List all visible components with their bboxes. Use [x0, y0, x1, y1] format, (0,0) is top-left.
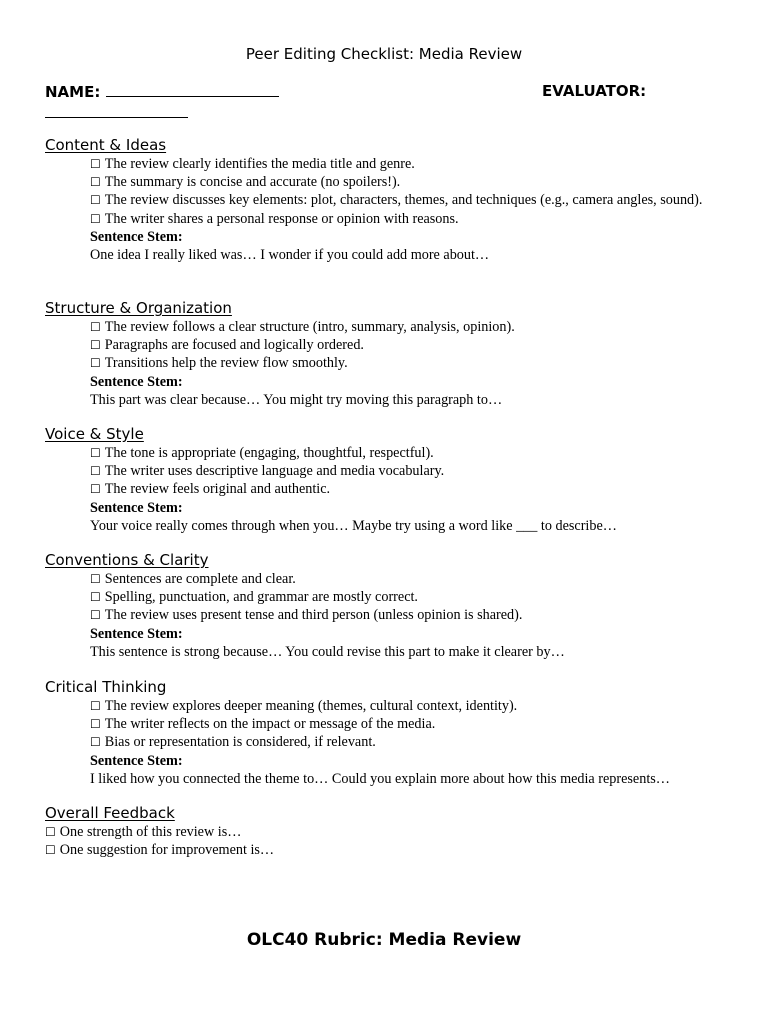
checklist-item [90, 588, 735, 606]
checkbox-icon: ☐ [90, 699, 101, 713]
checklist [45, 570, 735, 625]
checklist-item [90, 462, 735, 480]
sentence-stem-text: This sentence is strong because… You could revise this part to make it clearer by… [90, 643, 565, 660]
sentence-stem-text: One idea I really liked was… I wonder if you could add more about… [90, 247, 490, 264]
name-field [45, 82, 279, 101]
checklist-item-text: The tone is appropriate (engaging, thoughtful, respectful). [104, 445, 434, 461]
checklist-item-text: The review clearly identifies the media title and genre. [104, 156, 415, 172]
checklist-item-text: The review explores deeper meaning (themes, cultural context, identity). [104, 698, 518, 714]
checklist-item [90, 570, 735, 588]
section-conventions-clarity [45, 551, 735, 661]
checklist-item [90, 210, 735, 228]
page-title: Peer Editing Checklist: Media Review [245, 45, 523, 63]
checkbox-icon: ☐ [90, 717, 101, 732]
checklist [45, 697, 735, 752]
checklist-item-text: Spelling, punctuation, and grammar are mostly correct. [104, 589, 418, 606]
checklist [45, 155, 735, 228]
checkbox-icon: ☐ [90, 211, 101, 226]
checkbox-icon: ☐ [90, 572, 101, 586]
name-blank-line [106, 82, 279, 97]
sentence-stem-label: Sentence Stem: [90, 752, 183, 769]
checklist-item [90, 318, 735, 336]
section-heading: Content & Ideas [45, 136, 167, 154]
checklist-item [90, 354, 735, 372]
checklist-item [90, 191, 735, 209]
checkbox-icon: ☐ [90, 446, 101, 460]
checkbox-icon: ☐ [45, 825, 56, 839]
checklist-item-text: The writer uses descriptive language and media vocabulary. [104, 463, 445, 480]
checklist-item-text: The writer reflects on the impact or message of the media. [104, 716, 436, 733]
sentence-stem-text: Your voice really comes through when you… Maybe try using a word like ___ to describe… [90, 517, 617, 534]
section-structure-organization [45, 299, 735, 409]
checklist-item [90, 715, 735, 733]
checklist-item [90, 697, 735, 715]
checklist-item [90, 480, 735, 498]
checklist-item-text: Paragraphs are focused and logically ordered. [104, 337, 364, 354]
checklist-item-text: The review feels original and authentic. [104, 481, 331, 498]
checklist [45, 318, 735, 373]
checklist-item-text: The writer shares a personal response or opinion with reasons. [104, 210, 459, 227]
feedback-checklist [45, 823, 735, 859]
checkbox-icon: ☐ [90, 175, 101, 190]
checklist-item-text: The review follows a clear structure (intro, summary, analysis, opinion). [104, 319, 515, 335]
sentence-stem-label: Sentence Stem: [90, 499, 183, 516]
sentence-stem-label: Sentence Stem: [90, 373, 183, 390]
checklist-item [90, 606, 735, 624]
evaluator-label: EVALUATOR: [542, 82, 647, 100]
evaluator-blank-line [45, 103, 188, 118]
checklist-item [90, 733, 735, 751]
checkbox-icon: ☐ [90, 590, 101, 605]
section-heading: Critical Thinking [45, 678, 167, 696]
checkbox-icon: ☐ [90, 338, 101, 353]
checklist-item-text: The review uses present tense and third person (unless opinion is shared). [104, 607, 523, 624]
checkbox-icon: ☐ [90, 482, 101, 497]
checklist-item [90, 444, 735, 462]
section-critical-thinking [45, 678, 735, 788]
section-content-ideas [45, 136, 735, 264]
rubric-title: OLC40 Rubric: Media Review [246, 930, 522, 950]
section-heading: Overall Feedback [45, 804, 175, 822]
checkbox-icon: ☐ [90, 157, 101, 171]
feedback-item-text: One suggestion for improvement is… [59, 842, 275, 859]
checklist [45, 444, 735, 499]
checkbox-icon: ☐ [90, 735, 101, 750]
checkbox-icon: ☐ [90, 356, 101, 371]
checkbox-icon: ☐ [45, 843, 56, 858]
checkbox-icon: ☐ [90, 320, 101, 334]
checklist-item [90, 336, 735, 354]
checklist-item [90, 155, 735, 173]
section-heading: Voice & Style [45, 425, 144, 443]
checklist-item-text: Bias or representation is considered, if relevant. [104, 734, 376, 751]
section-voice-style [45, 425, 735, 535]
sentence-stem-text: This part was clear because… You might try moving this paragraph to… [90, 391, 503, 408]
section-heading: Conventions & Clarity [45, 551, 209, 569]
feedback-item [45, 823, 735, 841]
checkbox-icon: ☐ [90, 464, 101, 479]
checklist-item-text: Transitions help the review flow smoothly. [104, 355, 348, 372]
checkbox-icon: ☐ [90, 608, 101, 623]
sentence-stem-text: I liked how you connected the theme to… Could you explain more about how this media represents… [90, 770, 670, 787]
sentence-stem-label: Sentence Stem: [90, 228, 183, 245]
section-overall-feedback [45, 804, 735, 859]
feedback-item [45, 841, 735, 859]
name-label: NAME: [45, 83, 101, 101]
section-heading: Structure & Organization [45, 299, 232, 317]
checklist-item [90, 173, 735, 191]
feedback-item-text: One strength of this review is… [59, 824, 242, 840]
checkbox-icon: ☐ [90, 193, 101, 208]
checklist-item-text: The summary is concise and accurate (no spoilers!). [104, 174, 401, 191]
checklist-item-text: Sentences are complete and clear. [104, 571, 296, 587]
sentence-stem-label: Sentence Stem: [90, 625, 183, 642]
checklist-item-text: The review discusses key elements: plot, characters, themes, and techniques (e.g., camera angles, sound). [104, 192, 703, 209]
